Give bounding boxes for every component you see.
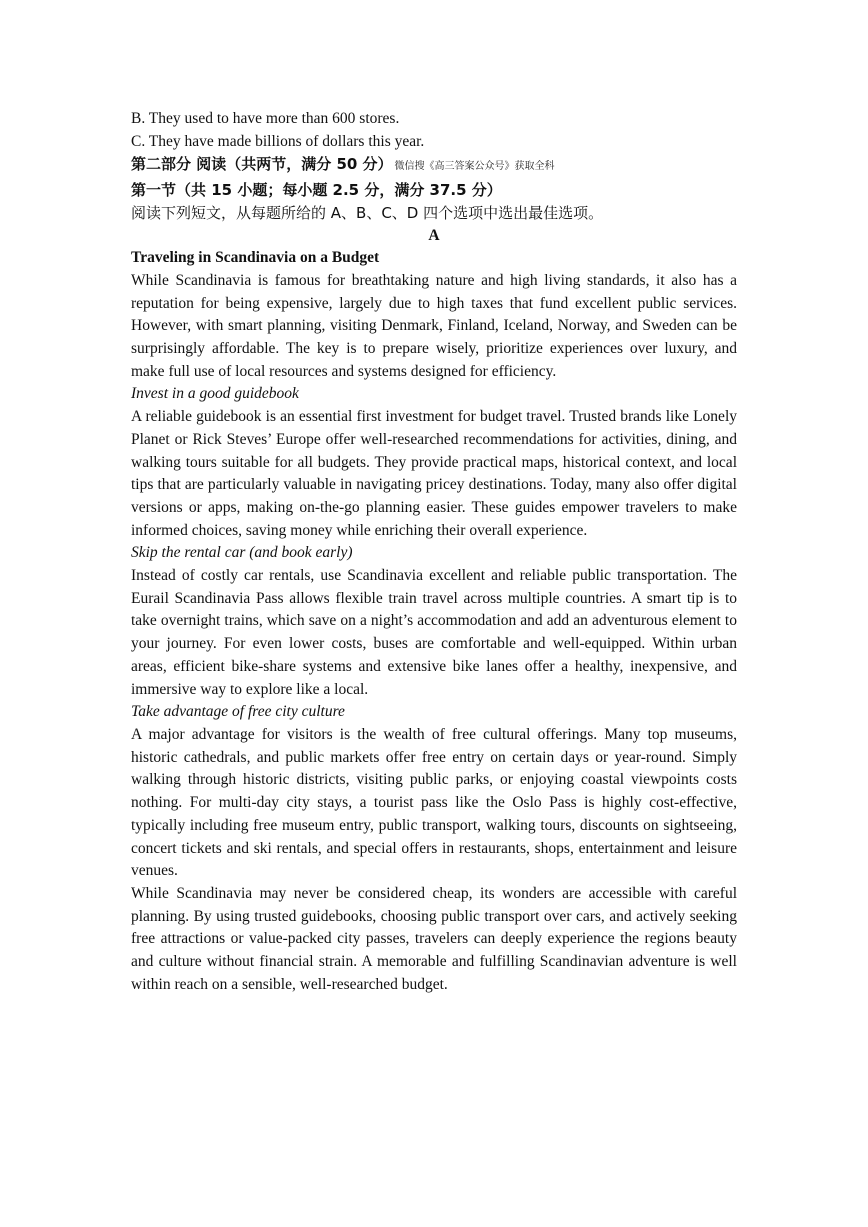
section1-heading: 第一节（共 15 小题；每小题 2.5 分，满分 37.5 分）: [131, 181, 502, 200]
passage-conclusion: While Scandinavia may never be considered cheap, its wonders are accessible with careful planning. By using trusted guidebooks, choosing public transport over cars, and actively seeking free attractions or value-packed city passes, travelers can deeply experience the regions beauty and culture without financial strain. A memorable and fulfilling Scandinavian adventure is well within reach on a sensible, well-researched budget.: [131, 884, 737, 993]
section-text-rental-car: Instead of costly car rentals, use Scandinavia excellent and reliable public transportation. The Eurail Scandinavia Pass allows flexible train travel across multiple countries. A smart tip is to take overnight trains, which save on a night’s accommodation and add an adventurous element to your journey. For even lower costs, buses are comfortable and well-equipped. Within urban areas, efficient bike-share systems and extensive bike lanes offer a healthy, inexpensive, and immersive way to explore like a local.: [131, 567, 737, 698]
document-page: [131, 108, 737, 996]
passage-letter: A: [428, 226, 440, 244]
section-text-guidebook: A reliable guidebook is an essential first investment for budget travel. Trusted brands like Lonely Planet or Rick Steves’ Europe offer well-researched recommendations for activities, dining, and walking tours suitable for all budgets. They provide practical maps, historical context, and local tips that are particularly valuable in navigating pricey destinations. Today, many also offer digital versions or apps, making on-the-go planning easier. These guides empower travelers to make informed choices, saving money while enriching their overall experience.: [131, 408, 737, 539]
section1-instruction: 阅读下列短文，从每题所给的 A、B、C、D 四个选项中选出最佳选项。: [131, 203, 604, 222]
part2-heading: [131, 153, 737, 179]
option-c: C. They have made billions of dollars this year.: [131, 132, 425, 150]
section-heading-rental-car: Skip the rental car (and book early): [131, 544, 353, 562]
section-heading-free-culture: Take advantage of free city culture: [131, 703, 345, 721]
part2-heading-text: 第二部分 阅读（共两节，满分 50 分）: [131, 155, 393, 174]
passage-title: Traveling in Scandinavia on a Budget: [131, 249, 380, 267]
option-b: B. They used to have more than 600 stores.: [131, 110, 400, 127]
part2-note: 微信搜《高三答案公众号》获取全科: [394, 161, 555, 173]
passage-intro: While Scandinavia is famous for breathtaking nature and high living standards, it also has a reputation for being expensive, largely due to high taxes that fund excellent public services. However, with smart planning, visiting Denmark, Finland, Iceland, Norway, and Sweden can be surprisingly affordable. The key is to prepare wisely, prioritize experiences over luxury, and make full use of local resources and systems designed for efficiency.: [131, 271, 737, 380]
section-text-free-culture: A major advantage for visitors is the wealth of free cultural offerings. Many top museums, historic cathedrals, and public markets offer free entry on certain days or year-round. Simply walking through historic districts, visiting public parks, or enjoying coastal viewpoints costs nothing. For multi-day city stays, a tourist pass like the Oslo Pass is highly cost-effective, typically including free museum entry, public transport, walking tours, discounts on sightseeing, concert tickets and ski rentals, and special offers in restaurants, shops, entertainment and leisure venues.: [131, 725, 737, 880]
section-heading-guidebook: Invest in a good guidebook: [131, 385, 299, 403]
